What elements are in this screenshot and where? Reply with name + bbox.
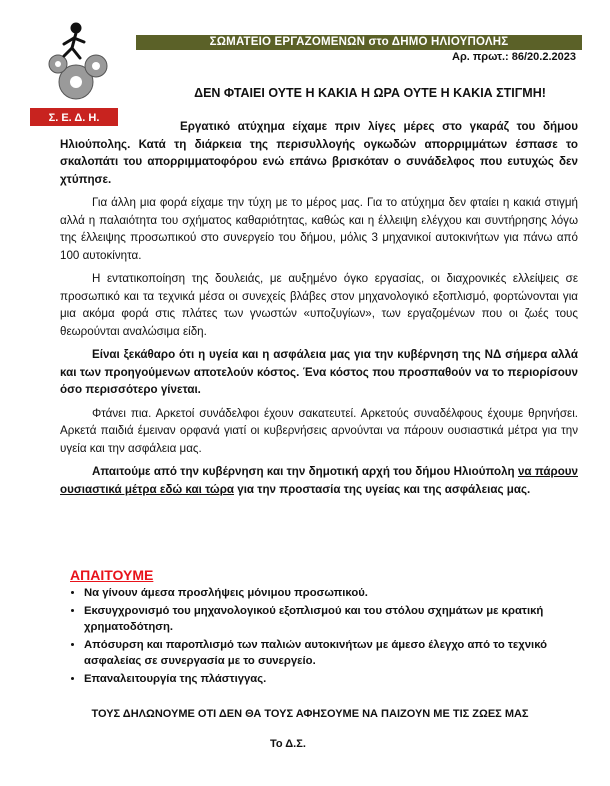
paragraph-cost: Είναι ξεκάθαρο ότι η υγεία και η ασφάλεια μας για την κυβέρνηση της ΝΔ σήμερα αλλά και των προηγούμενων αποτελούν κόστος. Ένα κόστος που προσπαθούν να το περιορίσουν όσο περισσότερο γίνεται. bbox=[60, 348, 578, 396]
protocol-number: Αρ. πρωτ.: 86/20.2.2023 bbox=[452, 51, 576, 63]
demands-list bbox=[60, 585, 602, 689]
demand-item: • Απόσυρση και παροπλισμό των παλιών αυτοκινήτων με άμεσο έλεγχο από το τεχνικό ασφαλείας σε συνεργασία με το συνεργείο. bbox=[84, 637, 602, 669]
union-logo bbox=[24, 18, 124, 133]
demands-heading: ΑΠΑΙΤΟΥΜΕ bbox=[70, 567, 154, 583]
closing-statement: ΤΟΥΣ ΔΗΛΩΝΟΥΜΕ ΟΤΙ ΔΕΝ ΘΑ ΤΟΥΣ ΑΦΗΣΟΥΜΕ ΝΑ ΠΑΙΖΟΥΝ ΜΕ ΤΙΣ ΖΩΕΣ ΜΑΣ bbox=[91, 708, 529, 720]
demand-emphasis: να πάρουν ουσιαστικά μέτρα εδώ και τώρα bbox=[60, 465, 578, 496]
demand-item: • Επαναλειτουργία της πλάστιγγας. bbox=[84, 671, 602, 687]
signature: Το Δ.Σ. bbox=[270, 738, 306, 750]
document-body bbox=[60, 118, 578, 504]
paragraph-demand bbox=[60, 463, 578, 498]
paragraph-incident: Εργατικό ατύχημα είχαμε πριν λίγες μέρες στο γκαράζ του δήμου Ηλιούπολης. Κατά τη διάρκεια της περισυλλογής ογκωδών απορριμμάτων έσπασε το σκαλοπάτι του απορριμματοφόρου ενώ επάνω βρισκόταν ο συνάδελφος που ευτυχώς δεν χτύπησε. bbox=[60, 120, 578, 186]
paragraph-cause: Για άλλη μια φορά είχαμε την τύχη με το μέρος μας. Για το ατύχημα δεν φταίει η κακιά στιγμή αλλά η παλαιότητα του σχήματος καθαριότητας, καθώς και η έλλειψη ελέγχου και συντήρησης λόγω της έλλειψης προσωπικού στο συνεργείο του δήμου, μόλις 3 μηχανικοί αυτοκινήτων για πάνω από 100 αυτοκίνητα. bbox=[60, 196, 578, 262]
demand-text-a: Απαιτούμε από την κυβέρνηση και την δημοτική αρχή του δήμου Ηλιούπολη bbox=[92, 465, 518, 478]
demand-item: • Να γίνουν άμεσα προσλήψεις μόνιμου προσωπικού. bbox=[84, 585, 602, 601]
logo-text: Σ. Ε. Δ. Η. bbox=[48, 112, 100, 124]
paragraph-intensification: Η εντατικοποίηση της δουλειάς, με αυξημένο όγκο εργασίας, οι διαχρονικές ελλείψεις σε προσωπικό και τα τεχνικά μέσα οι συνεχείς βλάβες στον μηχανολογικό εξοπλισμό, φορτώνονται για μια ακόμα φορά στις πλάτες των γνωστών «υποζυγίων», των εργαζομένων που οι ζωές τους θεωρούνται αναλώσιμα είδη. bbox=[60, 272, 578, 338]
demand-item: • Εκσυγχρονισμό του μηχανολογικού εξοπλισμού και του στόλου σχημάτων με κρατική χρηματοδότηση. bbox=[84, 603, 602, 635]
union-banner: ΣΩΜΑΤΕΙΟ ΕΡΓΑΖΟΜΕΝΩΝ στο ΔΗΜΟ ΗΛΙΟΥΠΟΛΗΣ bbox=[136, 35, 582, 50]
demand-text-b: για την προστασία της υγείας και της ασφάλειας μας. bbox=[234, 482, 531, 496]
document-title: ΔΕΝ ΦΤΑΙΕΙ ΟΥΤΕ Η ΚΑΚΙΑ Η ΩΡΑ ΟΥΤΕ Η ΚΑΚΙΑ ΣΤΙΓΜΗ! bbox=[194, 86, 546, 100]
paragraph-enough: Φτάνει πια. Αρκετοί συνάδελφοι έχουν σακατευτεί. Αρκετούς συναδέλφους έχουμε θρηνήσει. Αρκετά παιδιά έμειναν ορφανά γιατί οι κυβερνήσεις αρνούνται να πάρουν ουσιαστικά μέτρα για την υγεία και την ασφάλεια μας. bbox=[60, 406, 578, 455]
